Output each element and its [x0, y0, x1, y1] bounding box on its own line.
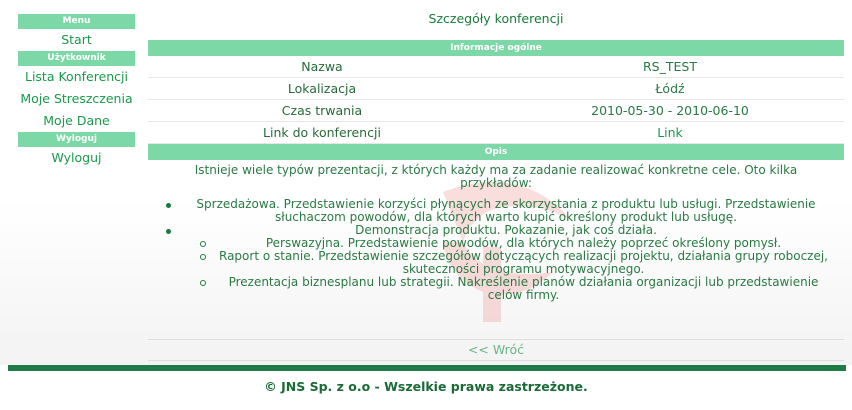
sidebar-header-menu: Menu	[18, 14, 135, 29]
list-item-text: Perswazyjna. Przedstawienie powodów, dla których należy poprzeć określony pomysł.	[265, 236, 782, 250]
info-label-duration: Czas trwania	[148, 100, 496, 122]
info-value-conference-link	[496, 122, 844, 144]
list-item-text: Sprzedażowa. Przedstawienie korzyści płynących ze skorzystania z produktu lub usługi. Przedstawienie słuchaczom powodów, dla których warto kupić określony produkt lub usługę.	[196, 197, 816, 224]
info-label-name: Nazwa	[148, 56, 496, 78]
sidebar-item-my-data[interactable]: Moje Dane	[43, 113, 110, 128]
info-value-duration: 2010-05-30 - 2010-06-10	[496, 100, 844, 122]
circle-bullet-icon	[200, 241, 206, 247]
sidebar-item-my-abstracts[interactable]: Moje Streszczenia	[20, 91, 133, 106]
back-row	[148, 339, 844, 361]
sidebar	[18, 14, 135, 169]
description-intro: Istnieje wiele typów prezentacji, z których każdy ma za zadanie realizować konkretne cele. Oto kilka przykładów:	[194, 163, 798, 190]
info-value-location: Łódź	[496, 78, 844, 100]
main-content	[148, 0, 844, 361]
description-list	[148, 198, 844, 302]
footer-bar	[8, 365, 846, 371]
list-item	[148, 198, 844, 224]
description-section	[148, 164, 844, 339]
table-row	[148, 122, 844, 144]
list-item-text: Prezentacja biznesplanu lub strategii. Nakreślenie planów działania organizacji lub przedstawienie celów firmy.	[228, 275, 819, 302]
table-row	[148, 100, 844, 122]
conference-link[interactable]: Link	[657, 125, 683, 140]
table-row	[148, 78, 844, 100]
sidebar-item-conference-list[interactable]: Lista Konferencji	[24, 69, 128, 84]
bullet-icon	[166, 203, 171, 208]
list-item-text: Raport o stanie. Przedstawienie szczegółów dotyczących realizacji projektu, działania grupy roboczej, skuteczności programu motywacyjnego.	[219, 249, 828, 276]
info-value-name: RS_TEST	[496, 56, 844, 78]
sidebar-header-user: Użytkownik	[18, 51, 135, 66]
back-link[interactable]: << Wróć	[467, 342, 525, 357]
general-info-table	[148, 56, 844, 144]
description-header: Opis	[148, 144, 844, 160]
list-item	[148, 276, 844, 302]
sidebar-item-start[interactable]: Start	[61, 32, 92, 47]
footer-copyright: © JNS Sp. z o.o - Wszelkie prawa zastrzeżone.	[264, 379, 588, 394]
info-label-conference-link: Link do konferencji	[148, 122, 496, 144]
sidebar-item-logout[interactable]: Wyloguj	[51, 150, 102, 165]
sidebar-header-logout: Wyloguj	[18, 132, 135, 147]
general-info-header: Informacje ogólne	[148, 40, 844, 56]
list-item-text: Demonstracja produktu. Pokazanie, jak coś działa.	[355, 223, 657, 237]
info-label-location: Lokalizacja	[148, 78, 496, 100]
bullet-icon	[166, 229, 171, 234]
page-title: Szczegóły konferencji	[428, 11, 564, 26]
table-row	[148, 56, 844, 78]
description-text	[148, 164, 844, 302]
circle-bullet-icon	[200, 280, 206, 286]
list-item	[148, 250, 844, 276]
circle-bullet-icon	[200, 254, 206, 260]
